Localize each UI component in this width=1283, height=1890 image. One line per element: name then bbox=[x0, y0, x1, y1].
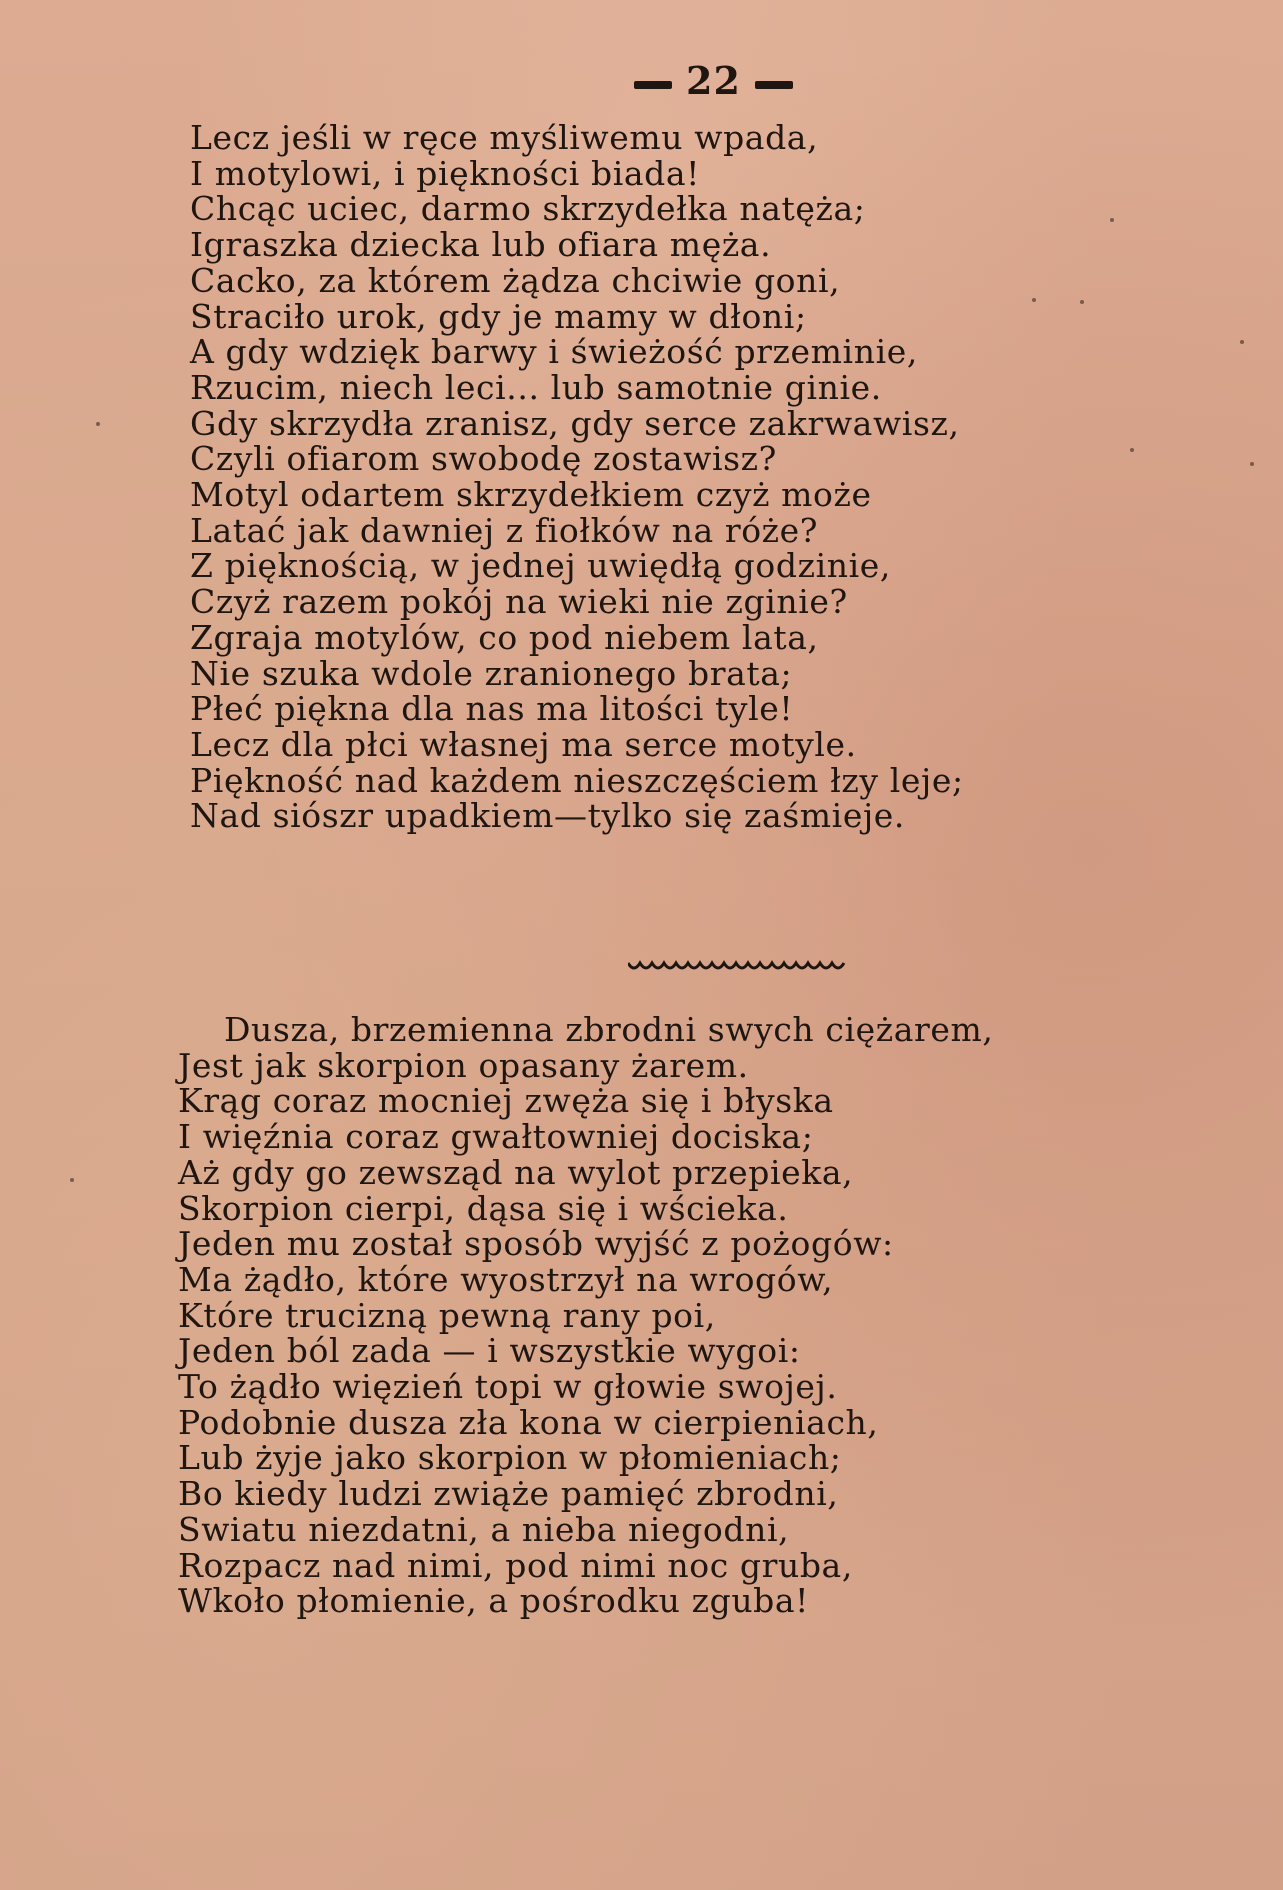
paper-speck bbox=[96, 422, 100, 426]
verse-line: Jeden mu został sposób wyjść z pożogów: bbox=[178, 1224, 894, 1264]
paper-speck bbox=[1110, 218, 1114, 222]
verse-line: Latać jak dawniej z fiołków na róże? bbox=[190, 510, 819, 550]
verse-line: Chcąc uciec, darmo skrzydełka natęża; bbox=[190, 189, 866, 229]
paper-speck bbox=[1240, 340, 1244, 344]
paper-speck bbox=[1032, 298, 1036, 302]
verse-line: Motyl odartem skrzydełkiem czyż może bbox=[190, 475, 872, 515]
paper-speck bbox=[70, 1178, 74, 1182]
wavy-divider-ornament bbox=[628, 958, 846, 976]
paper-speck bbox=[1250, 462, 1254, 466]
verse-line: Igraszka dziecka lub ofiara męża. bbox=[190, 225, 772, 265]
verse-line: I motylowi, i piękności biada! bbox=[190, 153, 701, 193]
verse-line: Zgraja motylów, co pod niebem lata, bbox=[190, 617, 819, 657]
verse-line: Podobnie dusza zła kona w cierpieniach, bbox=[178, 1402, 879, 1442]
verse-line: Ma żądło, które wyostrzył na wrogów, bbox=[178, 1259, 834, 1299]
verse-line: Swiatu niezdatni, a nieba niegodni, bbox=[178, 1509, 790, 1549]
verse-line: Krąg coraz mocniej zwęża się i błyska bbox=[178, 1081, 834, 1121]
verse-line: Wkoło płomienie, a pośrodku zguba! bbox=[178, 1581, 810, 1621]
verse-line: A gdy wdzięk barwy i świeżość przeminie, bbox=[190, 332, 918, 372]
verse-line: Jest jak skorpion opasany żarem. bbox=[178, 1045, 749, 1085]
paper-speck bbox=[1080, 300, 1084, 304]
verse-line: Gdy skrzydła zranisz, gdy serce zakrwawisz, bbox=[190, 403, 960, 443]
verse-line: Nie szuka wdole zranionego brata; bbox=[190, 653, 793, 693]
left-dash bbox=[634, 81, 672, 89]
right-dash bbox=[755, 81, 793, 89]
verse-line: Dusza, brzemienna zbrodni swych ciężarem, bbox=[224, 1010, 994, 1049]
verse-line: Które trucizną pewną rany poi, bbox=[178, 1295, 716, 1335]
verse-line: Skorpion cierpi, dąsa się i wścieka. bbox=[178, 1188, 789, 1228]
verse-line: Jeden ból zada — i wszystkie wygoi: bbox=[178, 1331, 801, 1371]
verse-line: Lub żyje jako skorpion w płomieniach; bbox=[178, 1438, 842, 1478]
paper-speck bbox=[1130, 448, 1134, 452]
verse-line: Rzucim, niech leci... lub samotnie ginie. bbox=[190, 367, 882, 407]
verse-line: Lecz jeśli w ręce myśliwemu wpada, bbox=[190, 118, 819, 157]
page-number: 22 bbox=[686, 58, 741, 103]
verse-line: Bo kiedy ludzi zwiąże pamięć zbrodni, bbox=[178, 1474, 839, 1514]
verse-line: Rozpacz nad nimi, pod nimi noc gruba, bbox=[178, 1545, 853, 1585]
poem-stanza-1 bbox=[190, 120, 964, 834]
verse-line: To żądło więzień topi w głowie swojej. bbox=[178, 1367, 838, 1407]
verse-line: Aż gdy go zewsząd na wylot przepieka, bbox=[178, 1152, 854, 1192]
verse-line: Czyli ofiarom swobodę zostawisz? bbox=[190, 439, 777, 479]
verse-line: Nad siószr upadkiem—tylko się zaśmieje. bbox=[190, 796, 905, 836]
page-number-header bbox=[620, 58, 860, 103]
verse-line: Straciło urok, gdy je mamy w dłoni; bbox=[190, 296, 807, 336]
verse-line: Z pięknością, w jednej uwiędłą godzinie, bbox=[190, 546, 891, 586]
poem-stanza-2 bbox=[178, 1012, 993, 1619]
verse-line: Lecz dla płci własnej ma serce motyle. bbox=[190, 724, 857, 764]
verse-line: Piękność nad każdem nieszczęściem łzy leje; bbox=[190, 760, 964, 800]
verse-line: Cacko, za którem żądza chciwie goni, bbox=[190, 260, 841, 300]
verse-line: Płeć piękna dla nas ma litości tyle! bbox=[190, 689, 794, 729]
verse-line: I więźnia coraz gwałtowniej dociska; bbox=[178, 1117, 814, 1157]
verse-line: Czyż razem pokój na wieki nie zginie? bbox=[190, 582, 848, 622]
